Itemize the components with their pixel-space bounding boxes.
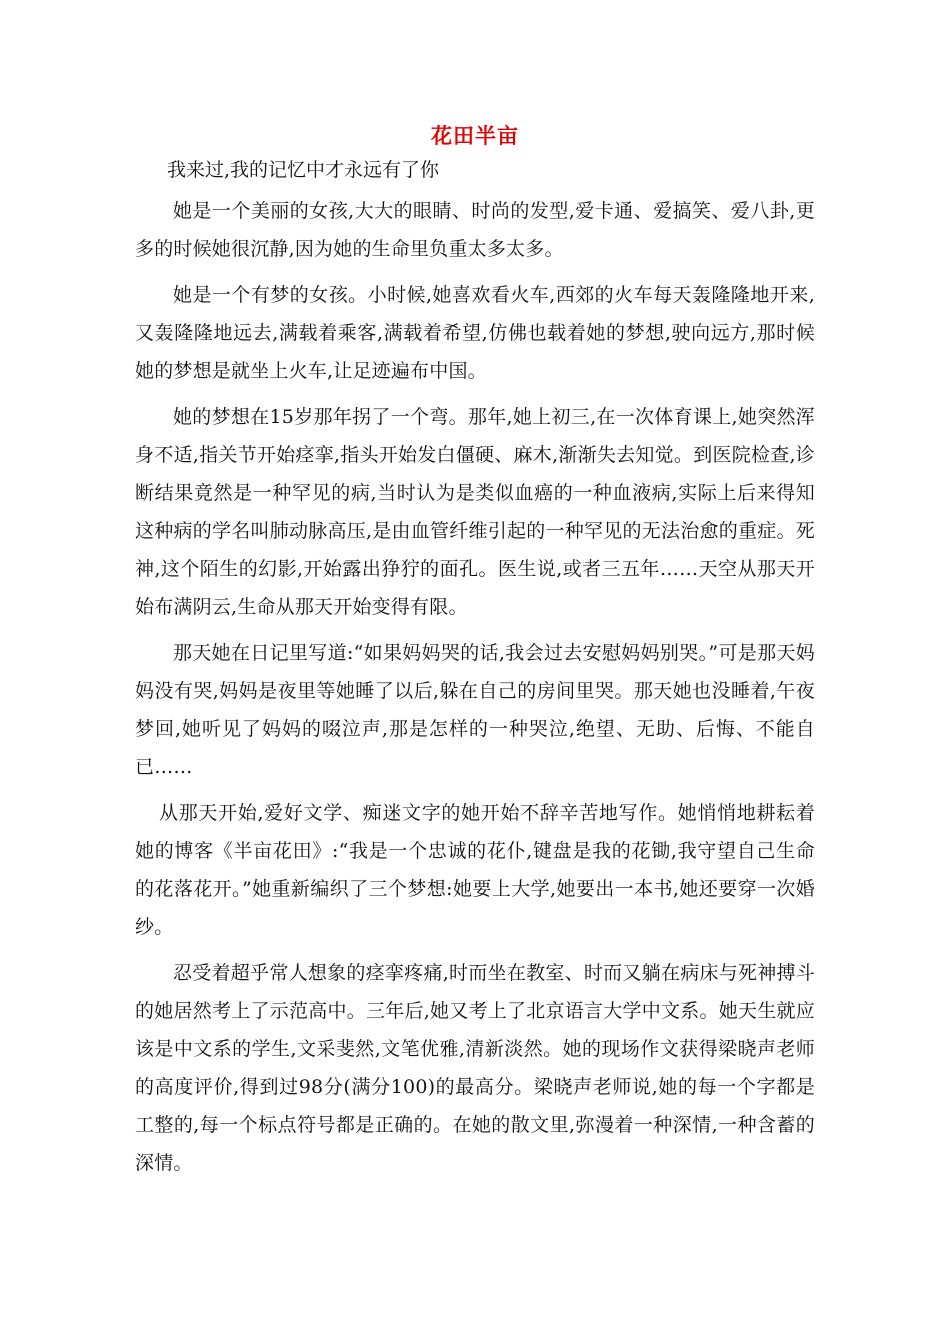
paragraph-1: 她是一个美丽的女孩,大大的眼睛、时尚的发型,爱卡通、爱搞笑、爱八卦,更多的时候她很沉静,因为她的生命里负重太多太多。 [135,200,815,260]
paragraph-2: 她是一个有梦的女孩。小时候,她喜欢看火车,西郊的火车每天轰隆隆地开来,又轰隆隆地远去,满载着乘客,满载着希望,仿佛也载着她的梦想,驶向远方,那时候她的梦想是就坐上火车,让足迹遍布中国。 [135,284,815,382]
document-subtitle: 我来过,我的记忆中才永远有了你 [167,159,440,181]
paragraph-4: 那天她在日记里写道:“如果妈妈哭的话,我会过去安慰妈妈别哭。”可是那天妈妈没有哭,妈妈是夜里等她睡了以后,躲在自己的房间里哭。那天她也没睡着,午夜梦回,她听见了妈妈的啜泣声,那是怎样的一种哭泣,绝望、无助、后悔、不能自已…… [135,642,815,778]
document-title: 花田半亩 [431,123,519,148]
document-page [135,118,815,1190]
paragraph-6: 忍受着超乎常人想象的痉挛疼痛,时而坐在教室、时而又躺在病床与死神搏斗的她居然考上了示范高中。三年后,她又考上了北京语言大学中文系。她天生就应该是中文系的学生,文采斐然,文笔优雅,清新淡然。她的现场作文获得梁晓声老师的高度评价,得到过98分(满分100)的最高分。梁晓声老师说,她的每一个字都是工整的,每一个标点符号都是正确的。在她的散文里,弥漫着一种深情,一种含蓄的深情。 [135,962,815,1174]
paragraph-3: 她的梦想在15岁那年拐了一个弯。那年,她上初三,在一次体育课上,她突然浑身不适,指关节开始痉挛,指头开始发白僵硬、麻木,渐渐失去知觉。到医院检查,诊断结果竟然是一种罕见的病,当时认为是类似血癌的一种血液病,实际上后来得知这种病的学名叫肺动脉高压,是由血管纤维引起的一种罕见的无法治愈的重症。死神,这个陌生的幻影,开始露出狰狞的面孔。医生说,或者三五年……天空从那天开始布满阴云,生命从那天开始变得有限。 [135,406,815,618]
paragraph-5: 从那天开始,爱好文学、痴迷文字的她开始不辞辛苦地写作。她悄悄地耕耘着她的博客《半亩花田》:“我是一个忠诚的花仆,键盘是我的花锄,我守望自己生命的花落花开。”她重新编织了三个梦想:她要上大学,她要出一本书,她还要穿一次婚纱。 [135,802,815,938]
